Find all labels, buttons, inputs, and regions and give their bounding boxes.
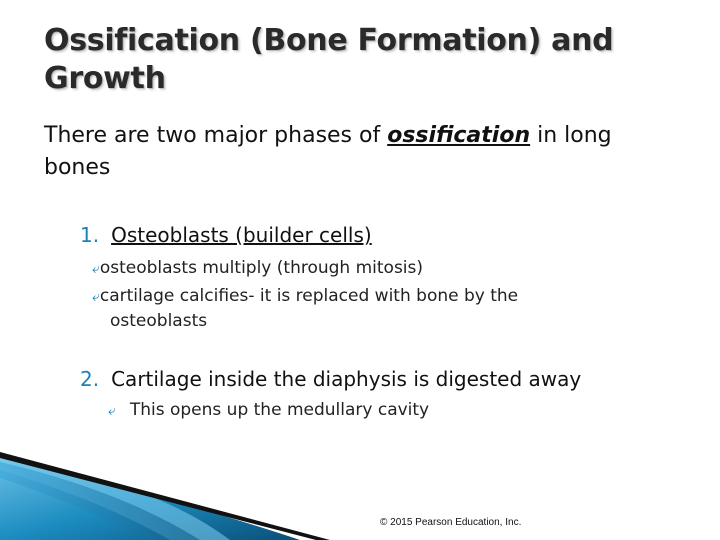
curved-arrow-icon: ⤶ [108,403,116,419]
sub-bullet [92,256,652,281]
sub-bullet-text: cartilage calcifies- it is replaced with bone by the [99,286,519,306]
copyright-notice: © 2015 Pearson Education, Inc. [380,517,522,528]
curved-arrow-icon: ⤶ [92,261,100,277]
intro-after: in long bones [44,123,612,180]
sub-bullet-text: This opens up the medullary cavity [129,400,430,420]
intro-text [44,120,684,184]
sub-bullet [92,284,652,333]
list-item-heading: Osteoblasts (builder cells) [111,223,372,247]
intro-before: There are two major phases of [44,123,388,148]
slide-title: Ossification (Bone Formation) and Growth [44,23,614,96]
list-item-1 [80,222,372,248]
list-item-2 [80,365,581,393]
sub-bullet-continuation: osteoblasts [110,311,208,331]
list-item-heading: Cartilage inside the diaphysis is digested away [111,367,582,391]
sub-bullet-text: osteoblasts multiply (through mitosis) [99,258,424,278]
curved-arrow-icon: ⤶ [92,289,100,305]
sub-bullet [108,398,429,423]
list-item-number: 1. [80,223,100,247]
list-item-number: 2. [80,367,100,391]
intro-emphasis: ossification [387,123,531,148]
